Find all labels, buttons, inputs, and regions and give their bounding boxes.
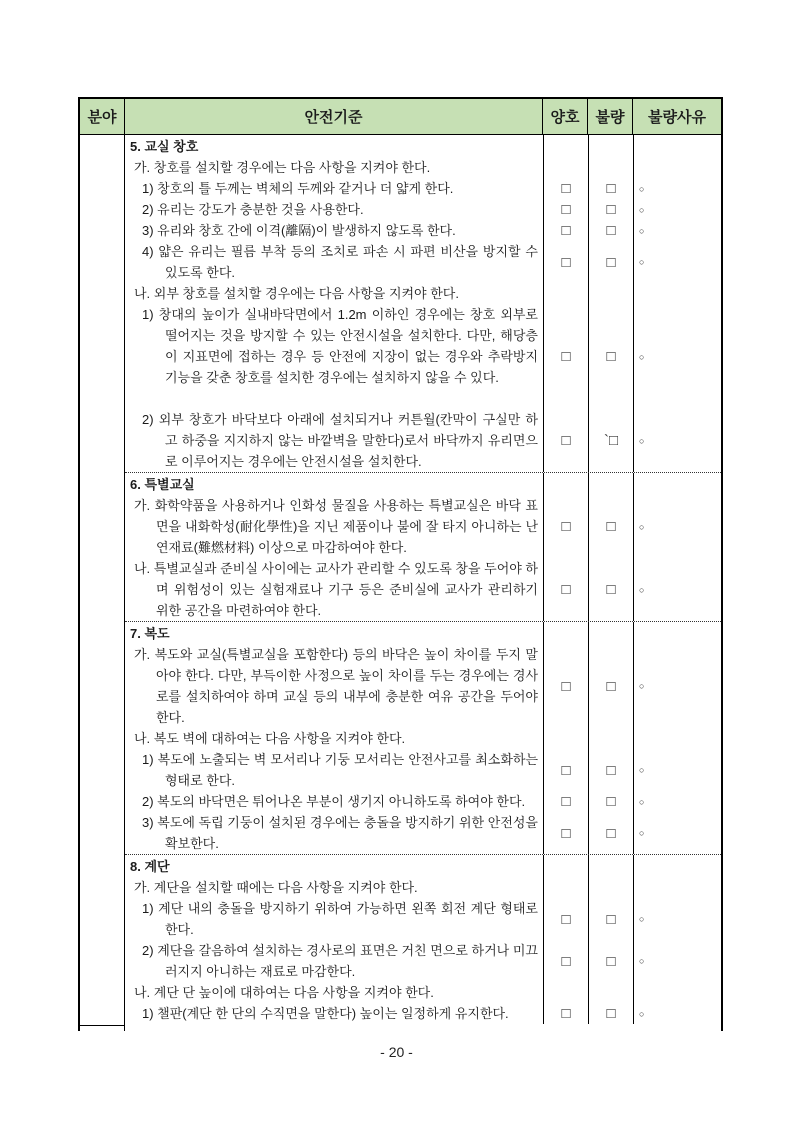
section-corridor [125,621,721,854]
bad-checkbox: □ [588,749,633,791]
bad-checkbox: □ [588,304,633,409]
bad-checkbox: □ [588,199,633,220]
bad-checkbox: □ [588,791,633,812]
good-cell [543,982,588,1003]
reason-bullet: ○ [633,178,721,199]
section-title: 7. 복도 [130,626,170,641]
criterion-text: 2) 외부 창호가 바닥보다 아래에 설치되거나 커튼월(칸막이 구실만 하고 하중을 지지하지 않는 바깥벽을 말한다)로서 바닥까지 유리면으로 이루어지는 경우에는 안전시설을 설치한다. [142,412,538,469]
bad-cell [588,855,633,877]
reason-cell [633,728,721,749]
criterion-text: 1) 창대의 높이가 실내바닥면에서 1.2m 이하인 경우에는 창호 외부로 떨어지는 것을 방지할 수 있는 안전시설을 설치한다. 다만, 해당층이 지표면에 접하는 경우 등 안전에 지장이 없는 경우와 추락방지 기능을 갖춘 창호를 설치한 경우에는 설치하지 않을 수 있다. [142,307,538,385]
section-title: 6. 특별교실 [130,477,195,492]
good-checkbox: □ [543,940,588,982]
criteria-content [125,135,721,1031]
criterion-text: 나. 복도 벽에 대하여는 다음 사항을 지켜야 한다. [134,731,406,746]
good-checkbox: □ [543,898,588,940]
reason-cell [633,622,721,644]
good-checkbox: □ [543,409,588,472]
table-body [80,135,721,1031]
reason-cell [633,283,721,304]
reason-bullet: ○ [633,644,721,728]
good-checkbox: □ [543,495,588,558]
good-checkbox: □ [543,791,588,812]
good-cell [543,728,588,749]
criterion-text: 3) 유리와 창호 간에 이격(離隔)이 발생하지 않도록 한다. [142,223,456,238]
bad-cell [588,728,633,749]
criterion-text: 가. 복도와 교실(특별교실을 포함한다) 등의 바닥은 높이 차이를 두지 말아야 한다. 다만, 부득이한 사정으로 높이 차이를 두는 경우에는 경사로를 설치하여야 하며 교실 등의 내부에 충분한 여유 공간을 두어야 한다. [134,647,538,725]
good-cell [543,157,588,178]
section-classroom-windows [125,135,721,472]
bad-checkbox: □ [588,644,633,728]
section-title: 8. 계단 [130,859,170,874]
reason-bullet: ○ [633,220,721,241]
bad-cell [588,473,633,495]
reason-cell [633,982,721,1003]
reason-bullet: ○ [633,791,721,812]
good-cell [543,283,588,304]
reason-bullet: ○ [633,812,721,854]
section-special-classroom [125,472,721,621]
reason-bullet: ○ [633,199,721,220]
good-checkbox: □ [543,812,588,854]
bad-checkbox: □ [588,812,633,854]
criterion-text: 1) 챌판(계단 한 단의 수직면을 말한다) 높이는 일정하게 유지한다. [142,1006,509,1021]
page-number: - 20 - [380,1044,413,1060]
reason-bullet: ○ [633,898,721,940]
reason-bullet: ○ [633,940,721,982]
good-checkbox: □ [543,220,588,241]
reason-cell [633,135,721,157]
bad-checkbox: □ [588,558,633,621]
bad-cell [588,877,633,898]
bad-checkbox: □ [588,178,633,199]
good-cell [543,622,588,644]
good-checkbox: □ [543,178,588,199]
bad-cell [588,982,633,1003]
reason-cell [633,157,721,178]
criterion-text: 나. 특별교실과 준비실 사이에는 교사가 관리할 수 있도록 창을 두어야 하며 위험성이 있는 실험재료나 기구 등은 준비실에 교사가 관리하기 위한 공간을 마련하여야 한다. [134,561,538,618]
reason-bullet: ○ [633,749,721,791]
bad-checkbox: □ [588,241,633,283]
criterion-text: 가. 창호를 설치할 경우에는 다음 사항을 지켜야 한다. [134,160,431,175]
bad-cell [588,622,633,644]
safety-checklist-table [78,97,723,1031]
section-stairs [125,854,721,1024]
good-checkbox: □ [543,241,588,283]
good-cell [543,473,588,495]
good-cell [543,877,588,898]
bad-checkbox: □ [588,1003,633,1024]
criterion-text: 2) 계단을 갈음하여 설치하는 경사로의 표면은 거친 면으로 하거나 미끄러지지 아니하는 재료로 마감한다. [142,943,538,979]
table-header-row [80,99,721,135]
bad-checkbox: □ [588,495,633,558]
col-header-good: 양호 [543,99,588,134]
section-title: 5. 교실 창호 [130,139,199,154]
bad-checkbox: □ [588,220,633,241]
good-checkbox: □ [543,644,588,728]
category-cell-empty [80,135,125,1031]
good-checkbox: □ [543,749,588,791]
bad-cell [588,283,633,304]
reason-bullet: ○ [633,558,721,621]
col-header-safety-standard: 안전기준 [125,99,543,134]
bad-checkbox: □ [588,898,633,940]
col-header-defect-reason: 불량사유 [648,109,706,126]
bad-cell [588,135,633,157]
col-header-defective: 불량 [588,99,633,134]
good-checkbox: □ [543,1003,588,1024]
reason-cell [633,473,721,495]
reason-bullet: ○ [633,409,721,472]
reason-cell [633,855,721,877]
reason-bullet: ○ [633,495,721,558]
good-checkbox: □ [543,199,588,220]
criterion-text: 가. 화학약품을 사용하거나 인화성 물질을 사용하는 특별교실은 바닥 표면을 내화학성(耐化學性)을 지닌 제품이나 불에 잘 타지 아니하는 난연재료(難燃材料) 이상으로 마감하여야 한다. [134,498,538,555]
bad-cell [588,157,633,178]
criterion-text: 3) 복도에 독립 기둥이 설치된 경우에는 충돌을 방지하기 위한 안전성을 확보한다. [142,815,538,851]
reason-bullet: ○ [633,1003,721,1024]
criterion-text: 2) 복도의 바닥면은 튀어나온 부분이 생기지 아니하도록 하여야 한다. [142,794,526,809]
good-checkbox: □ [543,304,588,409]
reason-bullet: ○ [633,241,721,283]
reason-bullet: ○ [633,304,721,409]
criterion-text: 가. 계단을 설치할 때에는 다음 사항을 지켜야 한다. [134,880,418,895]
criterion-text: 나. 계단 단 높이에 대하여는 다음 사항을 지켜야 한다. [134,985,434,1000]
criterion-text: 4) 얇은 유리는 필름 부착 등의 조치로 파손 시 파편 비산을 방지할 수 있도록 한다. [142,244,538,280]
criterion-text: 1) 창호의 틀 두께는 벽체의 두께와 같거나 더 얇게 한다. [142,181,454,196]
criterion-text: 2) 유리는 강도가 충분한 것을 사용한다. [142,202,364,217]
reason-cell [633,877,721,898]
good-checkbox: □ [543,558,588,621]
good-cell [543,855,588,877]
good-cell [543,135,588,157]
bad-checkbox: `□ [588,409,633,472]
col-header-category: 분야 [80,99,125,134]
criterion-text: 1) 계단 내의 충돌을 방지하기 위하여 가능하면 왼쪽 회전 계단 형태로 한다. [142,901,538,937]
criterion-text: 1) 복도에 노출되는 벽 모서리나 기둥 모서리는 안전사고를 최소화하는 형태로 한다. [142,752,538,788]
criterion-text: 나. 외부 창호를 설치할 경우에는 다음 사항을 지켜야 한다. [134,286,459,301]
bad-checkbox: □ [588,940,633,982]
